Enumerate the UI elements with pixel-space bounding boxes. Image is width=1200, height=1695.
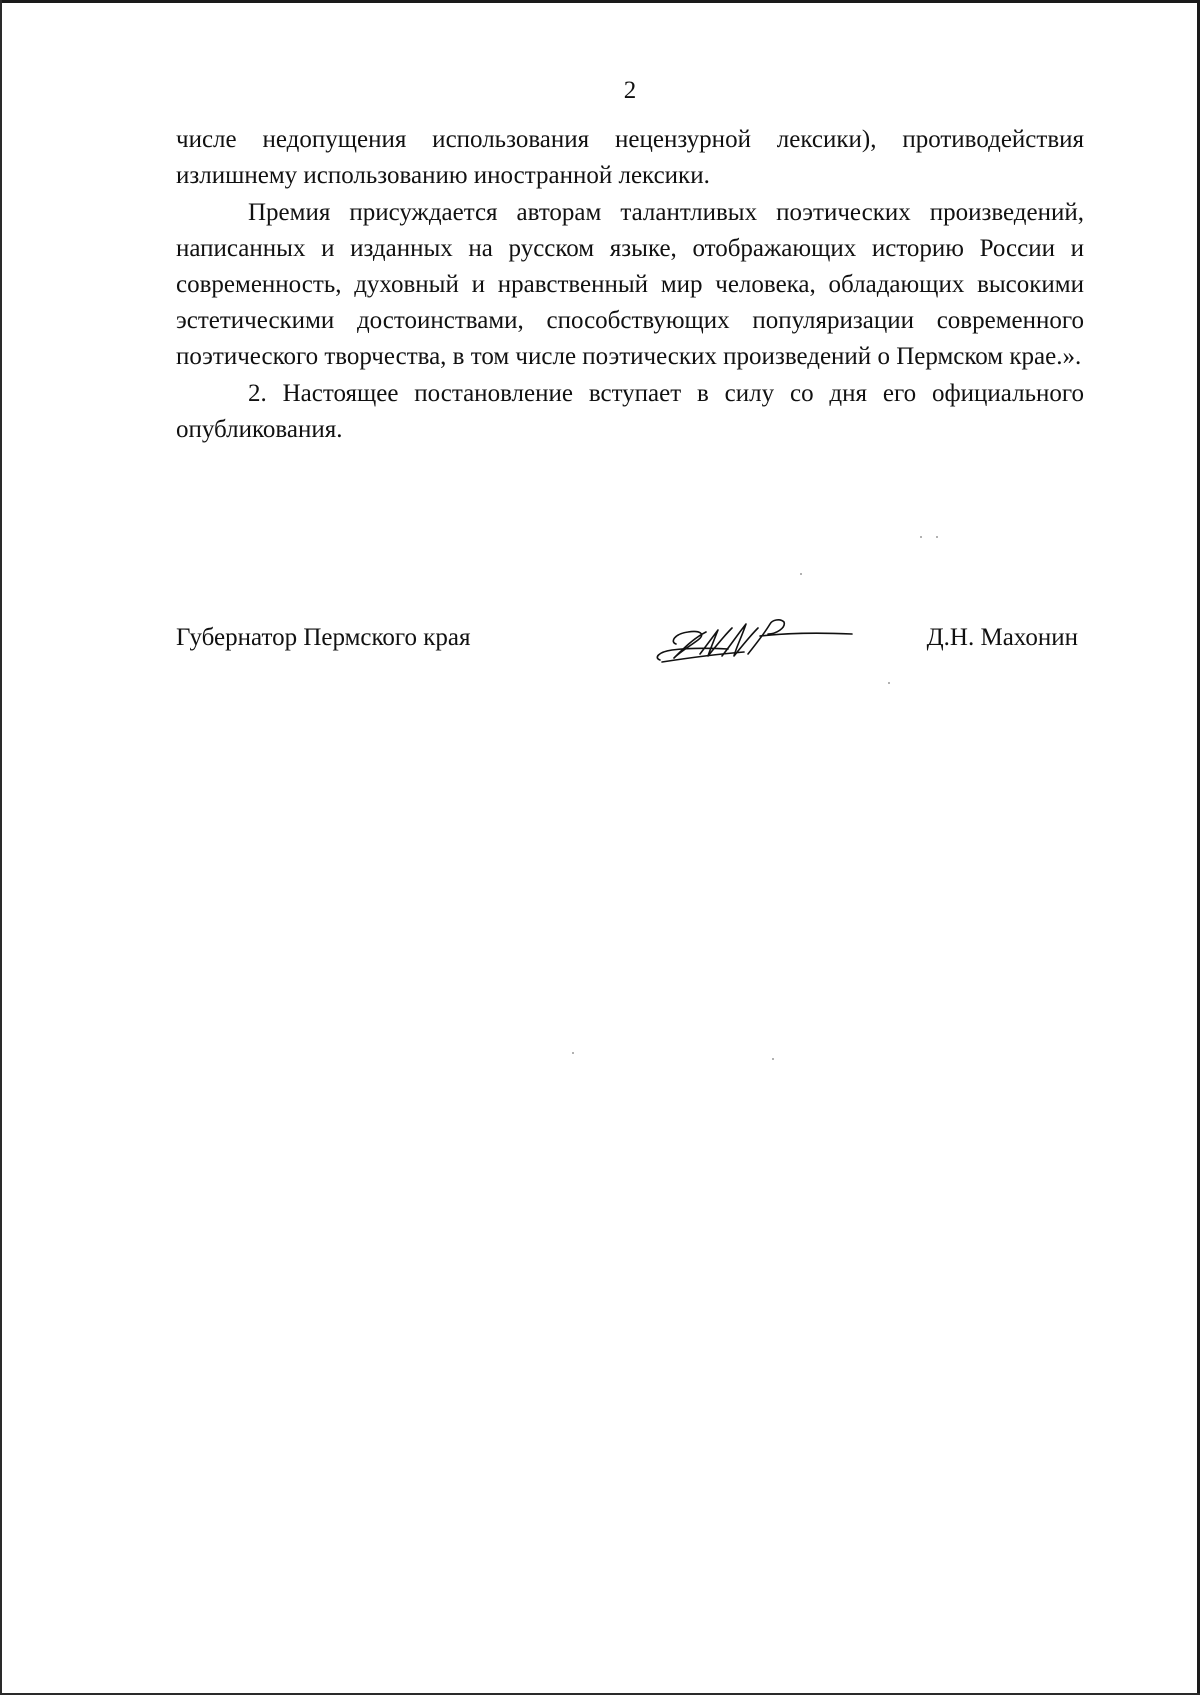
- paragraph-continuation: числе недопущения использования нецензурной лексики), противодействия излишнему использованию иностранной лексики.: [176, 126, 1084, 189]
- scan-edge-top: [0, 0, 1200, 3]
- paragraph-effective-date: 2. Настоящее постановление вступает в силу со дня его официального опубликования.: [176, 380, 1084, 443]
- scan-speck: [936, 536, 938, 538]
- scan-speck: [800, 573, 802, 575]
- signature-block: [176, 608, 1084, 668]
- scan-speck: [572, 1052, 574, 1054]
- handwritten-signature: [648, 608, 858, 668]
- paragraph-prize-description: Премия присуждается авторам талантливых поэтических произведений, написанных и изданных на русском языке, отображающих историю России и современность, духовный и нравственный мир человека, обладающих высокими эстетическими достоинствами, способствующих популяризации современного поэтического творчества, в том числе поэтических произведений о Пермском крае.».: [176, 199, 1084, 370]
- signatory-position: Губернатор Пермского края: [176, 624, 471, 651]
- signatory-name: Д.Н. Махонин: [926, 624, 1078, 651]
- scan-speck: [888, 682, 890, 684]
- scan-edge-left: [0, 0, 2, 1695]
- scan-speck: [920, 536, 922, 538]
- page-number: 2: [623, 77, 637, 104]
- document-body: [176, 122, 1084, 448]
- scan-speck: [772, 1058, 774, 1060]
